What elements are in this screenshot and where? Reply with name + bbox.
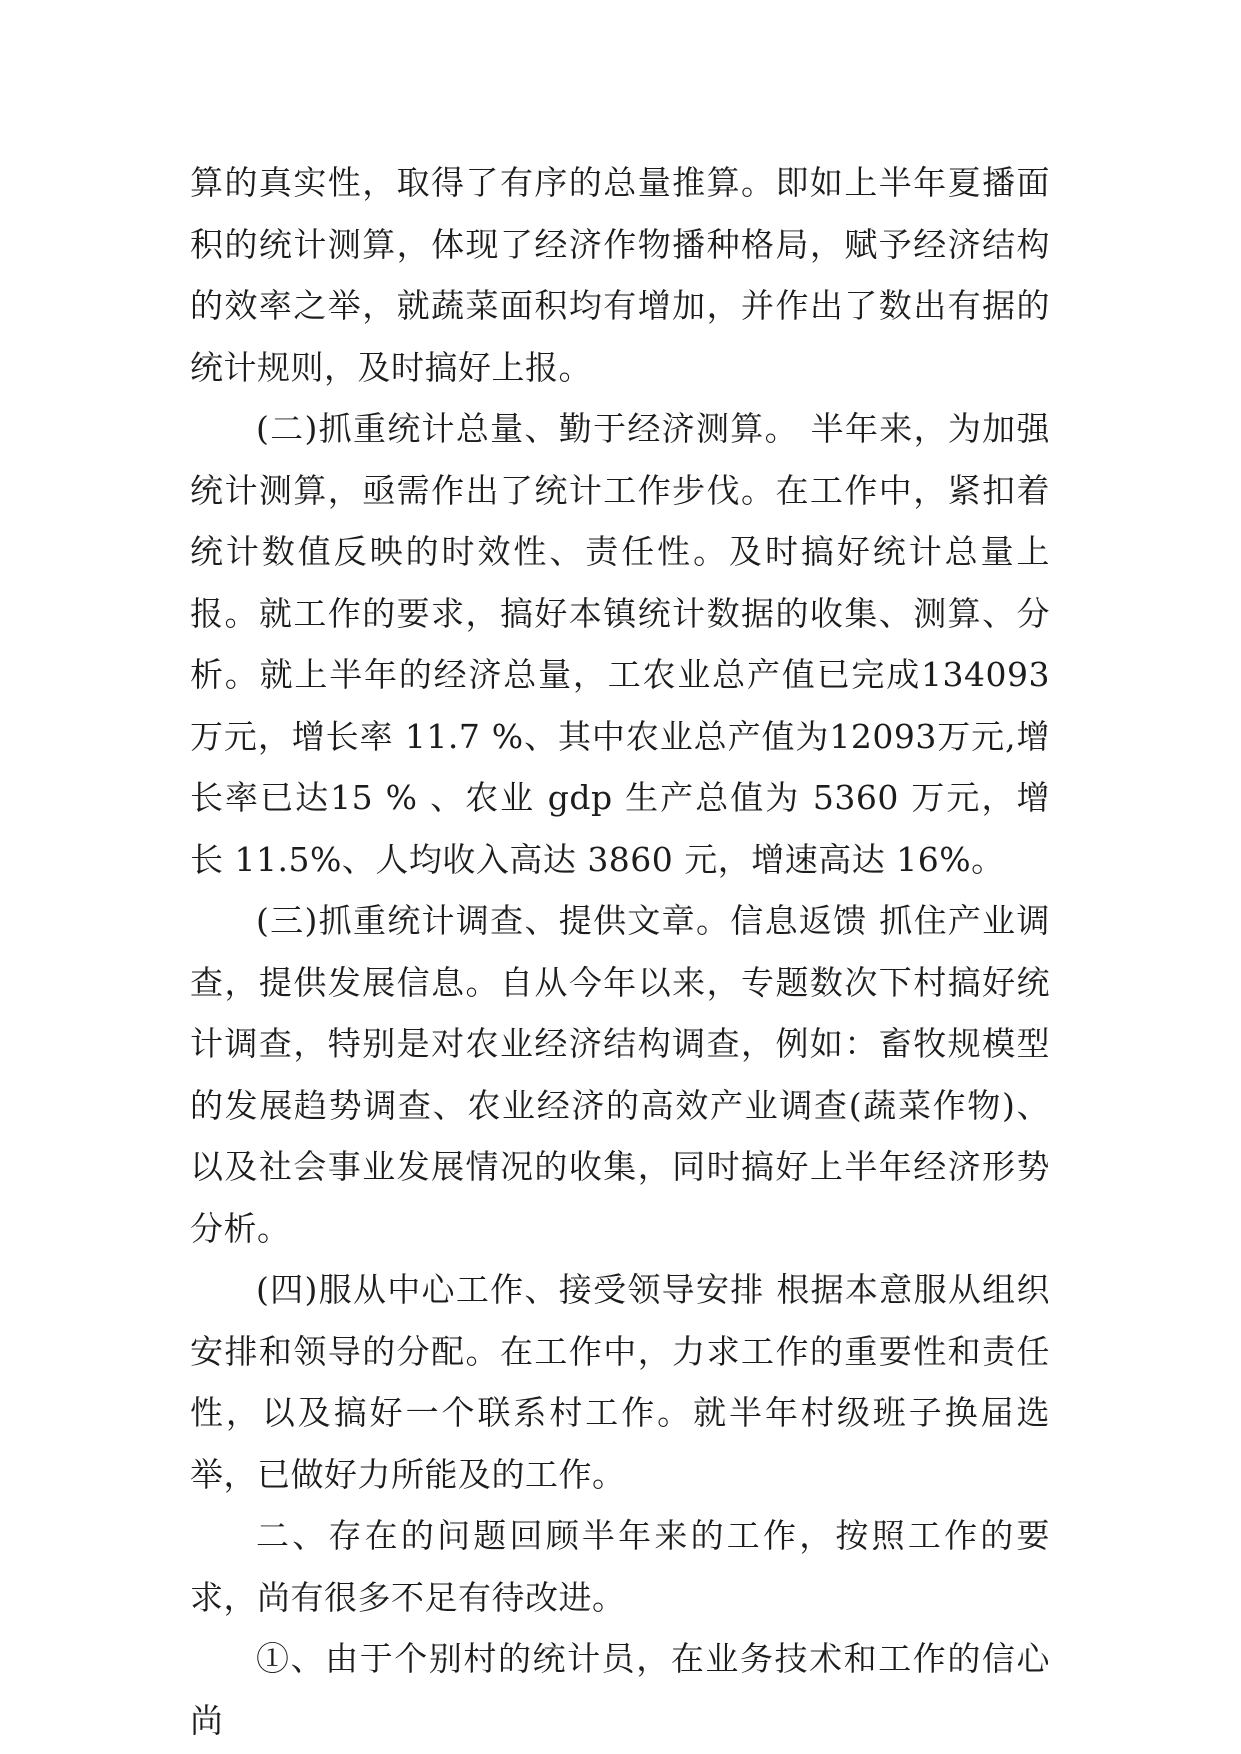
- paragraph-statistics-total: (二)抓重统计总量、勤于经济测算。 半年来，为加强统计测算，亟需作出了统计工作步伐。在工作中，紧扣着统计数值反映的时效性、责任性。及时搞好统计总量上报。就工作的要求，搞好本镇统计数据的收集、测算、分析。就上半年的经济总量，工农业总产值已完成134093万元，增长率 11.7 %、其中农业总产值为12093万元,增长率已达15 % 、农业 gdp 生产总值为 5360 万元，增长 11.5%、人均收入高达 3860 元，增速高达 16%。: [190, 409, 1050, 879]
- paragraph-problems-heading: 二、存在的问题回顾半年来的工作，按照工作的要求，尚有很多不足有待改进。: [190, 1516, 1050, 1617]
- paragraph-problem-one: ①、由于个别村的统计员，在业务技术和工作的信心尚: [190, 1639, 1050, 1740]
- paragraph-continuation: 算的真实性，取得了有序的总量推算。即如上半年夏播面积的统计测算，体现了经济作物播种格局，赋予经济结构的效率之举，就蔬菜面积均有增加，并作出了数出有据的统计规则，及时搞好上报。: [190, 163, 1050, 387]
- document-body: [190, 152, 1050, 1751]
- paragraph-statistics-survey: (三)抓重统计调查、提供文章。信息返馈 抓住产业调查，提供发展信息。自从今年以来，专题数次下村搞好统计调查，特别是对农业经济结构调查，例如：畜牧规模型的发展趋势调查、农业经济的高效产业调查(蔬菜作物)、以及社会事业发展情况的收集，同时搞好上半年经济形势分析。: [190, 901, 1050, 1248]
- paragraph-central-work: (四)服从中心工作、接受领导安排 根据本意服从组织安排和领导的分配。在工作中，力求工作的重要性和责任性，以及搞好一个联系村工作。就半年村级班子换届选举，已做好力所能及的工作。: [190, 1270, 1050, 1494]
